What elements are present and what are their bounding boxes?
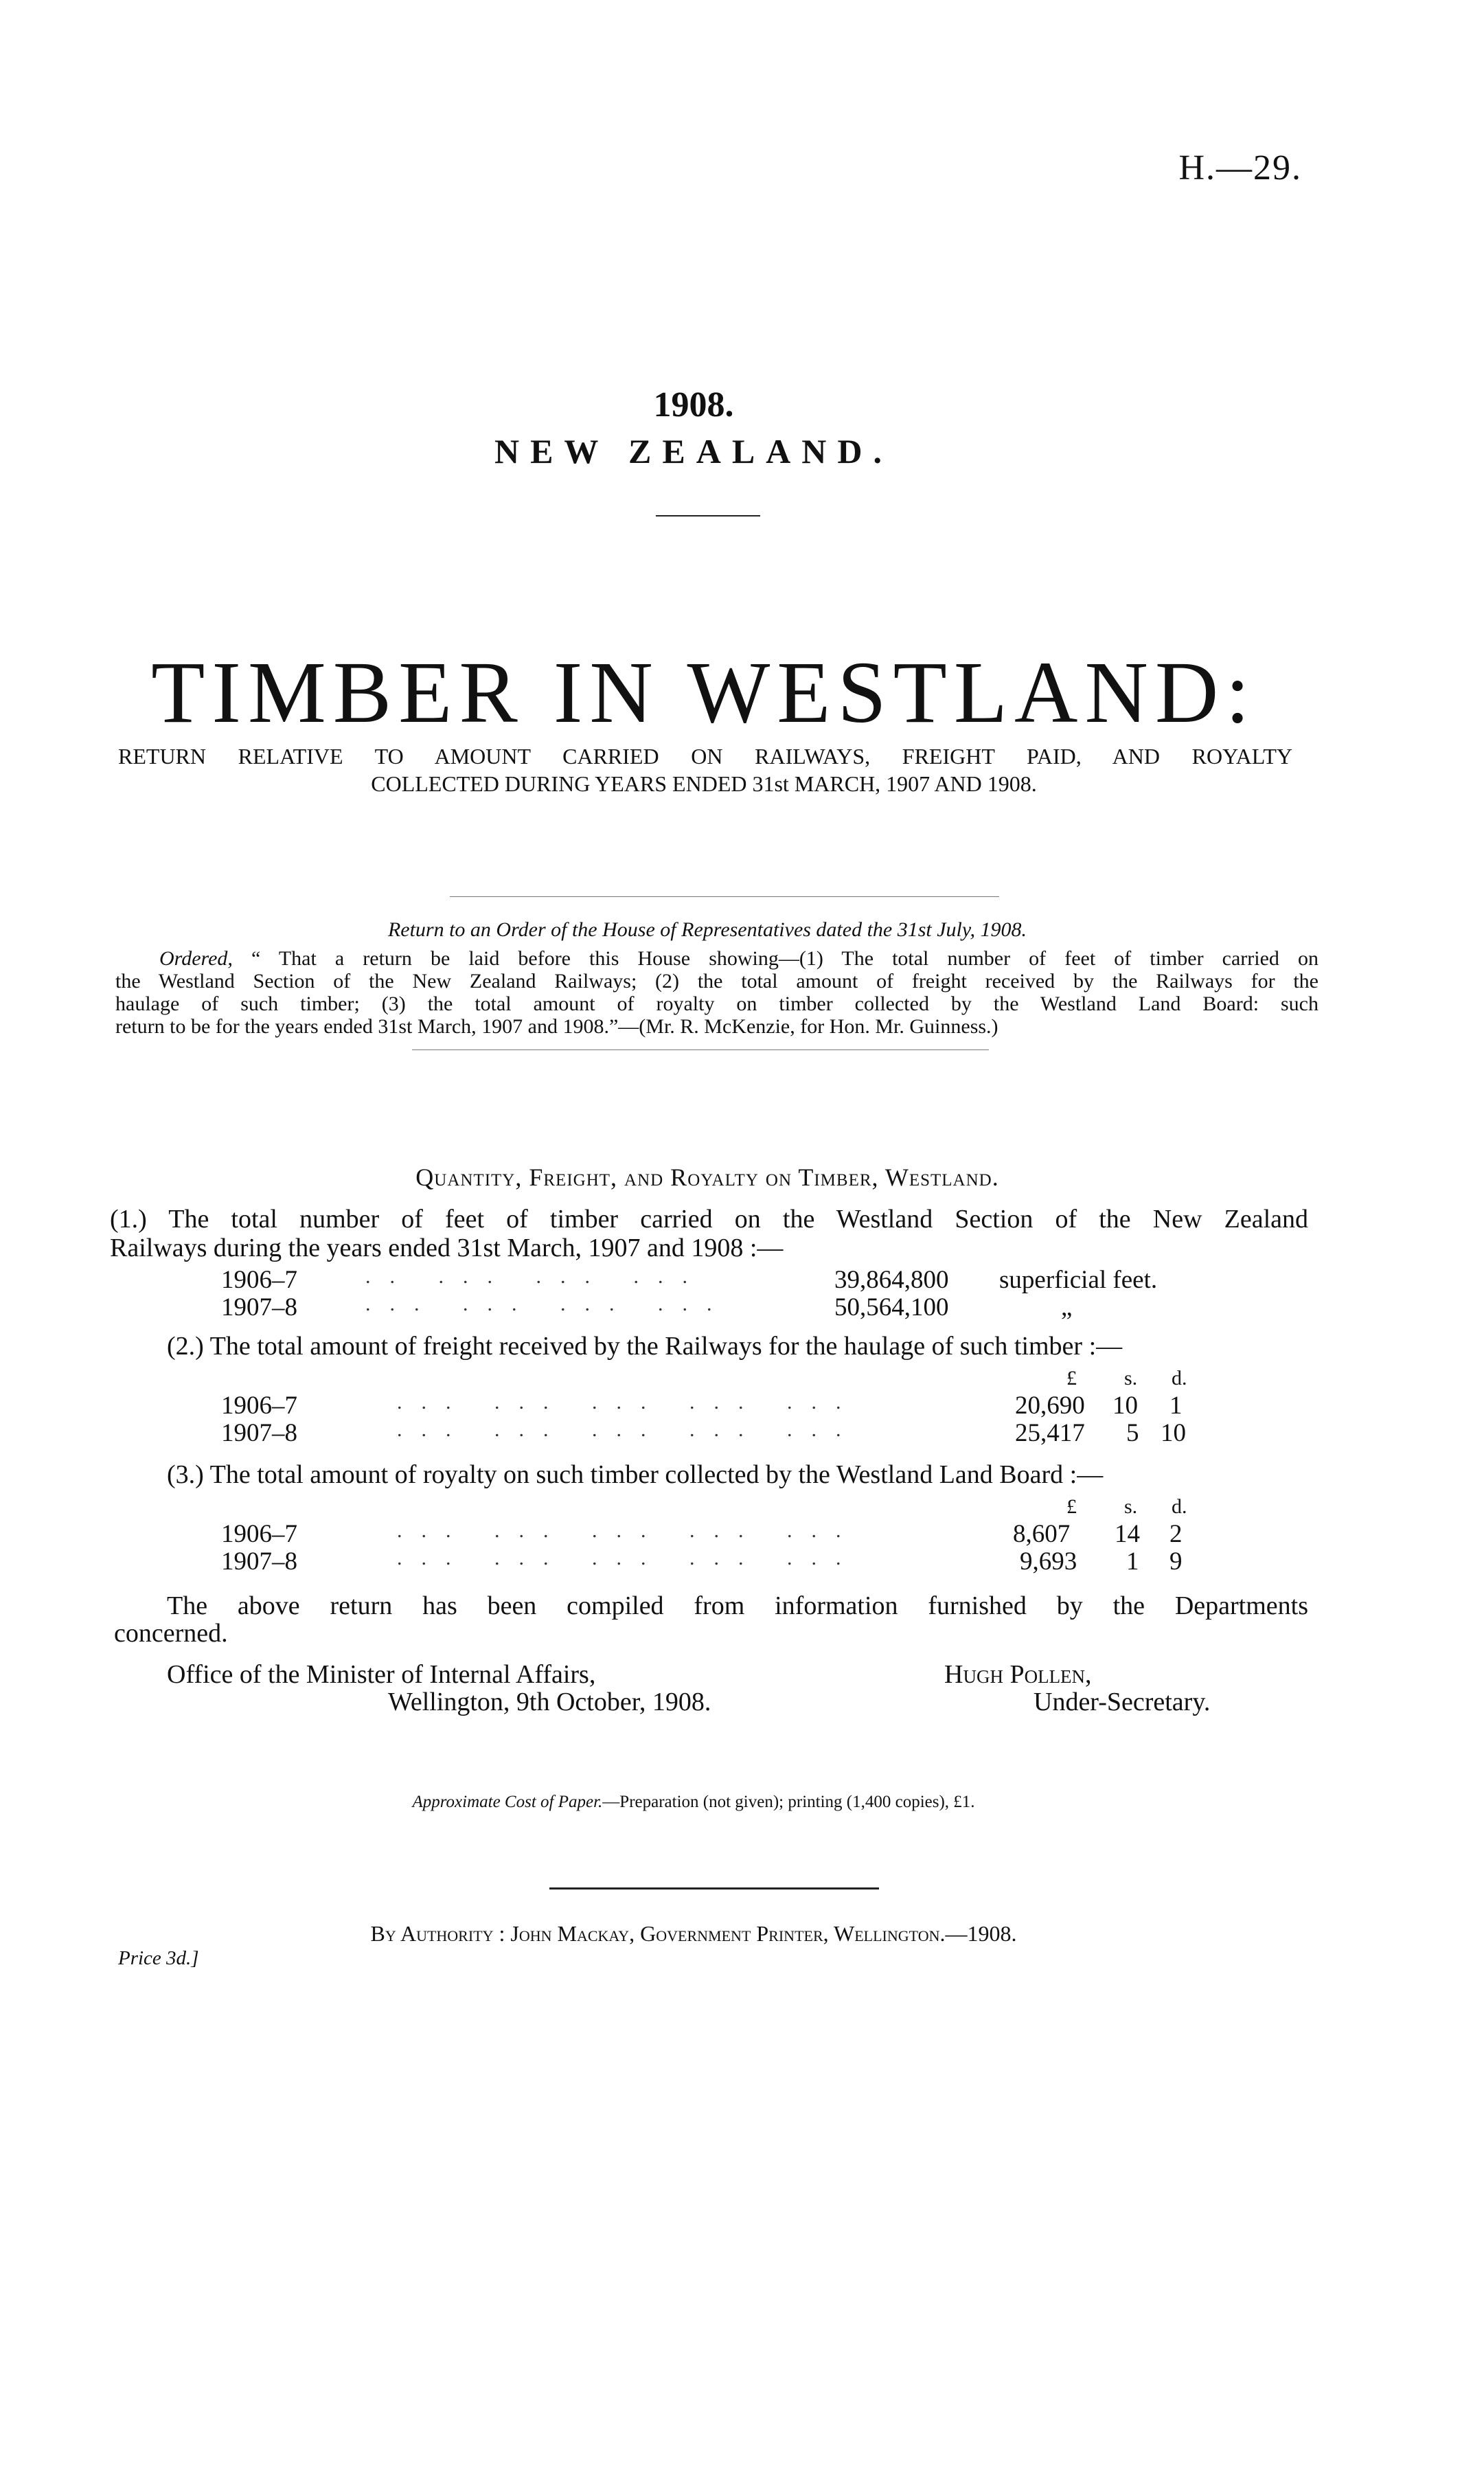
part2-row2-year: 1907–8 (221, 1419, 297, 1447)
document-year: 1908. (653, 385, 734, 424)
part2-row1-shillings: 10 (1112, 1392, 1138, 1420)
part3-pence-header: d. (1172, 1495, 1187, 1518)
part3-row2-pence: 9 (1169, 1547, 1183, 1576)
part2-row2-shillings: 5 (1126, 1419, 1139, 1447)
part2-row1-year: 1906–7 (221, 1392, 297, 1420)
closing-line-1: The above return has been compiled from information furnished by the Departments (167, 1591, 1308, 1620)
subtitle-line-2: COLLECTED DURING YEARS ENDED 31st MARCH, 1907 AND 1908. (371, 771, 1037, 796)
order-heading: Return to an Order of the House of Representatives dated the 31st July, 1908. (387, 918, 1027, 941)
country-heading: NEW ZEALAND. (494, 432, 893, 470)
part3-row1-shillings: 14 (1115, 1520, 1140, 1548)
part1-row2-year: 1907–8 (221, 1293, 297, 1321)
price-label: Price 3d.] (118, 1947, 199, 1969)
part1-row2-value: 50,564,100 (834, 1293, 949, 1321)
part3-row2-shillings: 1 (1126, 1547, 1139, 1576)
part2-shillings-header: s. (1124, 1367, 1138, 1389)
signature-place-date: Wellington, 9th October, 1908. (388, 1688, 711, 1716)
printer-line: By Authority : John Mackay, Government Printer, Wellington.—1908. (370, 1921, 1017, 1946)
part1-row1-unit: superficial feet. (999, 1266, 1158, 1294)
document-reference: H.—29. (1178, 148, 1302, 188)
part3-row1-year: 1906–7 (221, 1520, 297, 1548)
signature-title: Under-Secretary. (1034, 1688, 1211, 1716)
subtitle-line-1: RETURN RELATIVE TO AMOUNT CARRIED ON RAILWAYS, FREIGHT PAID, AND ROYALTY (118, 744, 1292, 769)
part1-intro-line-1: (1.) The total number of feet of timber carried on the Westland Section of the New Zealand (110, 1205, 1308, 1234)
part3-row2-year: 1907–8 (221, 1547, 297, 1576)
order-line-4: return to be for the years ended 31st March, 1907 and 1908.”—(Mr. R. McKenzie, for Hon. Mr. Guinness.) (115, 1015, 998, 1038)
leader-dots: ... ... ... ... ... (397, 1547, 860, 1569)
order-line-3: haulage of such timber; (3) the total amount of royalty on timber collected by the Westland Land Board: such (115, 992, 1319, 1015)
part1-row1-value: 39,864,800 (834, 1266, 949, 1294)
part1-intro-line-2: Railways during the years ended 31st March, 1907 and 1908 :— (110, 1234, 784, 1262)
title-divider (656, 515, 760, 517)
order-text-1: “ That a return be laid before this House showing—(1) The total number of feet of timber carried on (251, 947, 1319, 970)
leader-dots: ... ... ... ... ... (397, 1391, 860, 1414)
cost-label: Approximate Cost of Paper. (412, 1793, 603, 1811)
part3-shillings-header: s. (1124, 1495, 1138, 1518)
closing-line-2: concerned. (114, 1619, 228, 1648)
cost-text: —Preparation (not given); printing (1,400 copies), £1. (602, 1793, 975, 1811)
main-title: TIMBER IN WESTLAND: (151, 644, 1257, 741)
part3-pounds-header: £ (1066, 1495, 1077, 1518)
cost-note (0, 1793, 1387, 1812)
leader-dots: ... ... ... ... (365, 1293, 731, 1315)
part3-row1-pence: 2 (1169, 1520, 1183, 1548)
part2-intro: (2.) The total amount of freight received by the Railways for the haulage of such timber :— (167, 1332, 1123, 1361)
part1-row2-unit: „ (1061, 1293, 1073, 1321)
part2-pence-header: d. (1172, 1367, 1187, 1389)
part3-row2-pounds: 9,693 (1020, 1547, 1077, 1576)
part1-row1-year: 1906–7 (221, 1266, 297, 1294)
part3-row1-pounds: 8,607 (1013, 1520, 1071, 1548)
signature-name: Hugh Pollen, (944, 1660, 1092, 1689)
section-heading: Quantity, Freight, and Royalty on Timber, Westland. (415, 1164, 999, 1191)
part2-row1-pence: 1 (1169, 1392, 1183, 1420)
leader-dots: ... ... ... ... ... (397, 1519, 860, 1542)
order-line-1 (159, 947, 1319, 970)
order-line-2: the Westland Section of the New Zealand Railways; (2) the total amount of freight received by the Railways for the (115, 970, 1319, 992)
footer-divider (549, 1887, 879, 1889)
order-divider-bottom (412, 1049, 989, 1050)
ordered-label: Ordered, (159, 947, 233, 970)
part2-pounds-header: £ (1066, 1367, 1077, 1389)
signature-office: Office of the Minister of Internal Affairs, (167, 1660, 596, 1689)
part2-row1-pounds: 20,690 (1015, 1392, 1085, 1420)
leader-dots: ... ... ... ... ... (397, 1418, 860, 1441)
leader-dots: .. ... ... ... (365, 1265, 707, 1288)
part2-row2-pence: 10 (1161, 1419, 1186, 1447)
part2-row2-pounds: 25,417 (1015, 1419, 1085, 1447)
order-divider-top (450, 896, 999, 897)
part3-intro: (3.) The total amount of royalty on such timber collected by the Westland Land Board :— (167, 1460, 1104, 1489)
